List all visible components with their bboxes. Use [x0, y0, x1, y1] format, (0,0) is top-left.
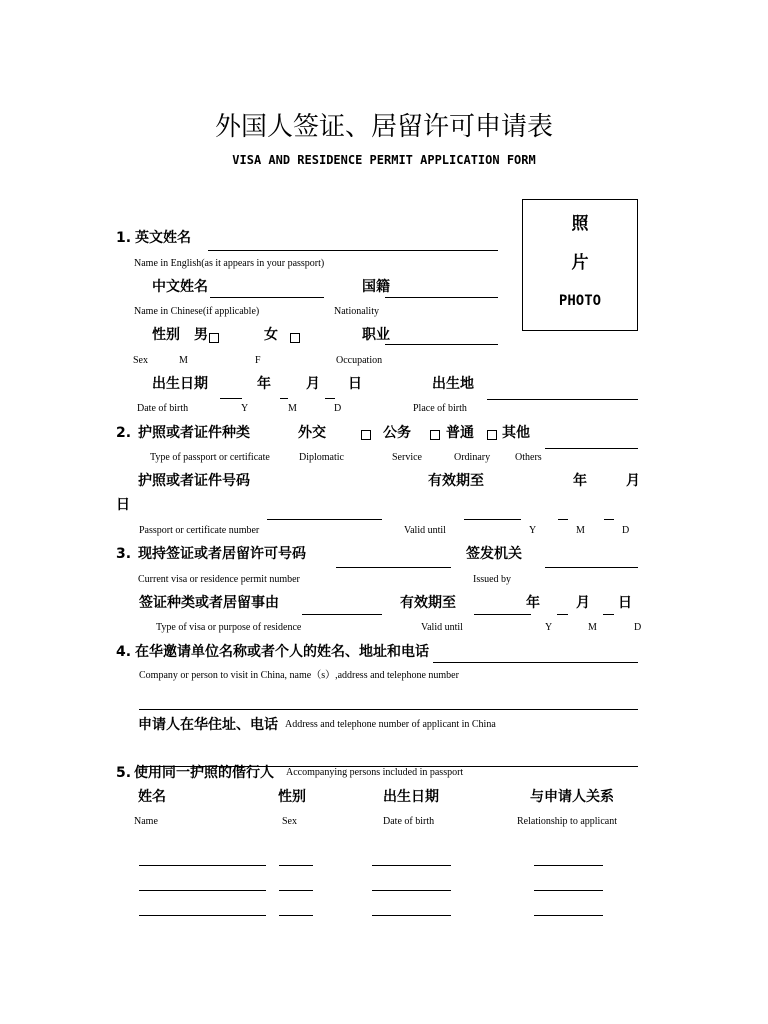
- dob-year-field[interactable]: [220, 398, 242, 399]
- section-5-number: 5.: [116, 765, 132, 781]
- companion-2-dob-field[interactable]: [372, 890, 451, 891]
- dob-label-en: Date of birth: [137, 403, 189, 414]
- photo-label-zh-2: 片: [571, 253, 589, 273]
- photo-label-zh-1: 照: [571, 214, 589, 234]
- visa-valid-month-field[interactable]: [557, 614, 568, 615]
- passport-valid-until-label: 有效期至: [428, 473, 484, 489]
- dob-year-label-en: Y: [241, 403, 249, 414]
- companion-2-name-field[interactable]: [139, 890, 266, 891]
- companions-label-en: Accompanying persons included in passport: [286, 767, 464, 778]
- visa-valid-d-label-en: D: [634, 622, 642, 633]
- chinese-name-label: 中文姓名: [152, 279, 208, 295]
- passport-number-label-en: Passport or certificate number: [139, 525, 260, 536]
- visa-type-label-en: Type of visa or purpose of residence: [156, 622, 302, 633]
- others-label-en: Others: [515, 452, 542, 463]
- chinese-name-field[interactable]: [210, 297, 324, 298]
- visa-number-label: 现持签证或者居留许可号码: [138, 546, 306, 562]
- inviter-label: 在华邀请单位名称或者个人的姓名、地址和电话: [135, 644, 429, 660]
- companion-1-sex-field[interactable]: [279, 865, 313, 866]
- visa-valid-day-field[interactable]: [603, 614, 614, 615]
- english-name-label: 英文姓名: [135, 230, 191, 246]
- passport-valid-d-label-en: D: [622, 525, 630, 536]
- nationality-label-en: Nationality: [334, 306, 379, 317]
- companion-sex-header-en: Sex: [282, 816, 297, 827]
- companion-2-relation-field[interactable]: [534, 890, 603, 891]
- female-label-en: F: [255, 355, 261, 366]
- companion-relation-header: 与申请人关系: [530, 789, 614, 805]
- nationality-field[interactable]: [385, 297, 498, 298]
- inviter-field-line-2[interactable]: [139, 709, 638, 710]
- passport-valid-until-label-en: Valid until: [404, 525, 446, 536]
- passport-valid-month-label: 月: [626, 473, 640, 489]
- companion-3-name-field[interactable]: [139, 915, 266, 916]
- dob-day-label: 日: [348, 376, 362, 392]
- visa-type-field[interactable]: [302, 614, 382, 615]
- passport-valid-day-field[interactable]: [604, 519, 614, 520]
- visa-valid-day-label: 日: [618, 595, 632, 611]
- section-3-number: 3.: [116, 546, 132, 562]
- companion-name-header: 姓名: [138, 789, 166, 805]
- passport-type-label-en: Type of passport or certificate: [150, 452, 270, 463]
- dob-day-field[interactable]: [325, 398, 335, 399]
- photo-box[interactable]: [522, 199, 638, 331]
- visa-valid-until-label: 有效期至: [400, 595, 456, 611]
- male-label: 男: [194, 327, 208, 343]
- dob-month-label-en: M: [288, 403, 297, 414]
- page-title: 外国人签证、居留许可申请表: [214, 112, 553, 142]
- companion-dob-header: 出生日期: [383, 789, 439, 805]
- companion-1-dob-field[interactable]: [372, 865, 451, 866]
- service-label: 公务: [383, 425, 411, 441]
- passport-valid-year-field[interactable]: [464, 519, 521, 520]
- others-label: 其他: [502, 425, 530, 441]
- english-name-label-en: Name in English(as it appears in your passport): [134, 258, 325, 269]
- section-4-number: 4.: [116, 644, 132, 660]
- section-1-number: 1.: [116, 230, 132, 246]
- male-checkbox[interactable]: [209, 333, 219, 343]
- visa-valid-year-field[interactable]: [474, 614, 531, 615]
- occupation-field[interactable]: [385, 344, 498, 345]
- service-checkbox[interactable]: [430, 430, 440, 440]
- issued-by-field[interactable]: [545, 567, 638, 568]
- pob-field[interactable]: [487, 399, 638, 400]
- nationality-label: 国籍: [362, 279, 390, 295]
- companion-1-relation-field[interactable]: [534, 865, 603, 866]
- companion-dob-header-en: Date of birth: [383, 816, 435, 827]
- dob-month-label: 月: [306, 376, 320, 392]
- companion-sex-header: 性别: [278, 789, 306, 805]
- visa-valid-m-label-en: M: [588, 622, 597, 633]
- dob-year-label: 年: [257, 376, 271, 392]
- chinese-name-label-en: Name in Chinese(if applicable): [134, 306, 260, 317]
- visa-valid-until-label-en: Valid until: [421, 622, 463, 633]
- companion-3-sex-field[interactable]: [279, 915, 313, 916]
- passport-valid-m-label-en: M: [576, 525, 585, 536]
- china-address-label-en: Address and telephone number of applicant in China: [285, 719, 496, 730]
- inviter-field[interactable]: [433, 662, 638, 663]
- diplomatic-label: 外交: [298, 425, 326, 441]
- companion-relation-header-en: Relationship to applicant: [517, 816, 617, 827]
- photo-label-en: PHOTO: [558, 293, 602, 309]
- companions-label: 使用同一护照的偕行人: [134, 765, 274, 781]
- dob-month-field[interactable]: [280, 398, 288, 399]
- occupation-label: 职业: [362, 327, 390, 343]
- pob-label: 出生地: [432, 376, 474, 392]
- visa-number-field[interactable]: [336, 567, 451, 568]
- diplomatic-checkbox[interactable]: [361, 430, 371, 440]
- passport-type-label: 护照或者证件种类: [138, 425, 250, 441]
- companion-1-name-field[interactable]: [139, 865, 266, 866]
- service-label-en: Service: [392, 452, 422, 463]
- occupation-label-en: Occupation: [336, 355, 383, 366]
- companion-name-header-en: Name: [134, 816, 158, 827]
- male-label-en: M: [179, 355, 188, 366]
- sex-label-en: Sex: [133, 355, 148, 366]
- page-subtitle: VISA AND RESIDENCE PERMIT APPLICATION FORM: [232, 153, 536, 167]
- passport-number-field[interactable]: [267, 519, 382, 520]
- visa-type-label: 签证种类或者居留事由: [139, 595, 279, 611]
- passport-valid-year-label: 年: [573, 473, 587, 489]
- sex-label: 性别: [152, 327, 180, 343]
- diplomatic-label-en: Diplomatic: [299, 452, 344, 463]
- ordinary-label: 普通: [446, 425, 474, 441]
- pob-label-en: Place of birth: [413, 403, 467, 414]
- visa-valid-year-label: 年: [526, 595, 540, 611]
- dob-day-label-en: D: [334, 403, 342, 414]
- female-checkbox[interactable]: [290, 333, 300, 343]
- section-2-number: 2.: [116, 425, 132, 441]
- visa-number-label-en: Current visa or residence permit number: [138, 574, 300, 585]
- companion-3-relation-field[interactable]: [534, 915, 603, 916]
- companion-3-dob-field[interactable]: [372, 915, 451, 916]
- companion-2-sex-field[interactable]: [279, 890, 313, 891]
- passport-valid-y-label-en: Y: [529, 525, 537, 536]
- inviter-label-en: Company or person to visit in China, name（s）,address and telephone number: [139, 670, 459, 681]
- visa-valid-y-label-en: Y: [545, 622, 553, 633]
- issued-by-label-en: Issued by: [473, 574, 512, 585]
- passport-number-label: 护照或者证件号码: [138, 473, 250, 489]
- others-checkbox[interactable]: [487, 430, 497, 440]
- passport-valid-day-label: 日: [116, 497, 130, 513]
- issued-by-label: 签发机关: [466, 546, 522, 562]
- english-name-field[interactable]: [208, 250, 498, 251]
- visa-valid-month-label: 月: [576, 595, 590, 611]
- others-field[interactable]: [545, 448, 638, 449]
- passport-valid-month-field[interactable]: [558, 519, 568, 520]
- dob-label: 出生日期: [152, 376, 208, 392]
- female-label: 女: [264, 327, 278, 343]
- china-address-label: 申请人在华住址、电话: [138, 717, 278, 733]
- ordinary-label-en: Ordinary: [454, 452, 491, 463]
